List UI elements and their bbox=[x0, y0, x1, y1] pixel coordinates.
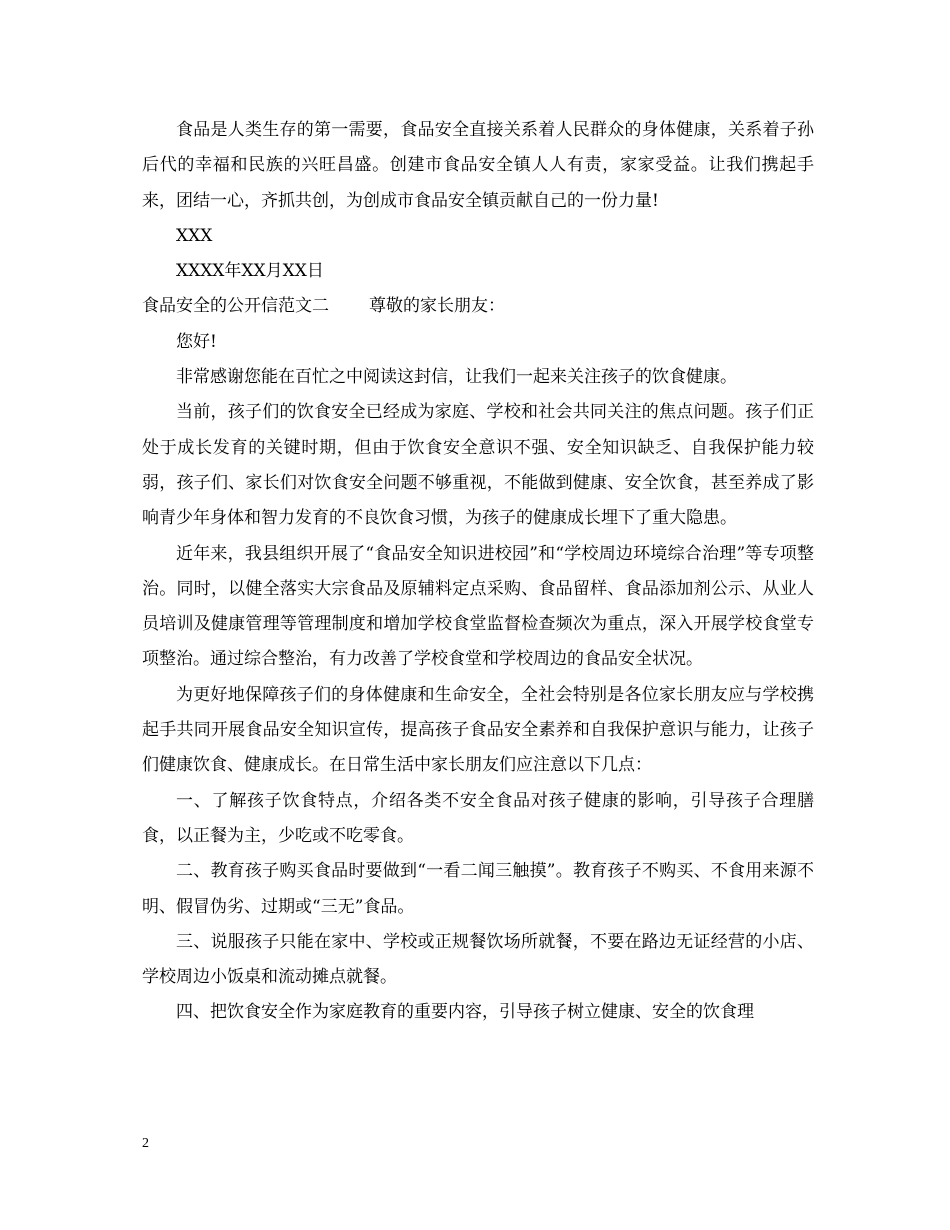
signature-name: XXX bbox=[176, 225, 213, 246]
signature-date: XXXX年XX月XX日 bbox=[176, 261, 324, 282]
greeting: 您好! bbox=[176, 331, 217, 352]
list-item: 一、了解孩子饮食特点，介绍各类不安全食品对孩子健康的影响，引导孩子合理膳食，以正餐为主，少吃或不吃零食。 bbox=[142, 790, 814, 846]
paragraph: 为更好地保障孩子们的身体健康和生命安全，全社会特别是各位家长朋友应与学校携起手共同开展食品安全知识宣传，提高孩子食品安全素养和自我保护意识与能力，让孩子们健康饮食、健康成长。在日常生活中家长朋友们应注意以下几点： bbox=[142, 684, 814, 776]
list-item: 四、把饮食安全作为家庭教育的重要内容，引导孩子树立健康、安全的饮食理 bbox=[176, 1002, 754, 1023]
section-title: 食品安全的公开信范文二 bbox=[142, 296, 329, 317]
page-number: 2 bbox=[142, 1136, 149, 1151]
list-item: 二、教育孩子购买食品时要做到“一看二闻三触摸”。教育孩子不购买、不食用来源不明、假冒伪劣、过期或“三无”食品。 bbox=[142, 861, 814, 917]
salutation: 尊敬的家长朋友： bbox=[369, 296, 505, 317]
document-body bbox=[142, 113, 814, 1031]
paragraph: 当前，孩子们的饮食安全已经成为家庭、学校和社会共同关注的焦点问题。孩子们正处于成长发育的关键时期，但由于饮食安全意识不强、安全知识缺乏、自我保护能力较弱，孩子们、家长们对饮食安全问题不够重视，不能做到健康、安全饮食，甚至养成了影响青少年身体和智力发育的不良饮食习惯，为孩子的健康成长埋下了重大隐患。 bbox=[142, 402, 814, 529]
list-item: 三、说服孩子只能在家中、学校或正规餐饮场所就餐，不要在路边无证经营的小店、学校周边小饭桌和流动摊点就餐。 bbox=[142, 931, 814, 988]
paragraph: 近年来，我县组织开展了“食品安全知识进校园”和“学校周边环境综合治理”等专项整治。同时，以健全落实大宗食品及原辅料定点采购、食品留样、食品添加剂公示、从业人员培训及健康管理等管理制度和增加学校食堂监督检查频次为重点，深入开展学校食堂专项整治。通过综合整治，有力改善了学校食堂和学校周边的食品安全状况。 bbox=[142, 543, 814, 670]
paragraph: 食品是人类生存的第一需要，食品安全直接关系着人民群众的身体健康，关系着子孙后代的幸福和民族的兴旺昌盛。创建市食品安全镇人人有责，家家受益。让我们携起手来，团结一心，齐抓共创，为创成市食品安全镇贡献自己的一份力量! bbox=[142, 120, 814, 211]
letter-heading bbox=[142, 289, 814, 324]
paragraph: 非常感谢您能在百忙之中阅读这封信，让我们一起来关注孩子的饮食健康。 bbox=[176, 367, 737, 388]
